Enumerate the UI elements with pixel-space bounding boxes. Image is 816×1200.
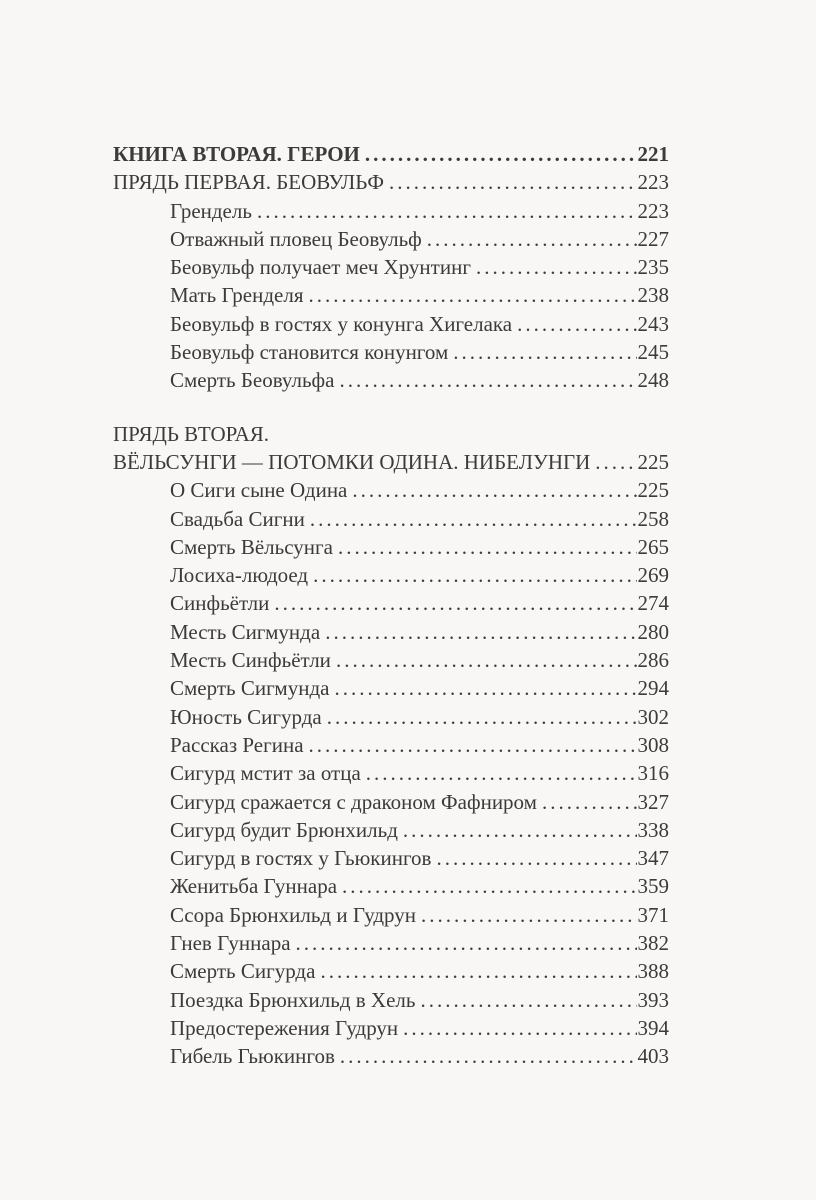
toc-entry-page: 243 (637, 311, 669, 336)
dot-leader (352, 476, 636, 504)
dot-leader (327, 703, 637, 731)
table-of-contents (113, 140, 669, 1071)
toc-entry-title: Грендель (170, 198, 252, 223)
dot-leader (339, 366, 636, 394)
dot-leader (338, 533, 637, 561)
toc-entry-title: Смерть Беовульфа (170, 368, 335, 393)
toc-entry-title: Месть Сигмунда (170, 619, 321, 644)
toc-row (113, 140, 669, 168)
dot-leader (296, 929, 637, 957)
dot-leader (325, 618, 636, 646)
toc-entry-page: 223 (637, 170, 669, 195)
toc-entry-title: Смерть Сигмунда (170, 676, 330, 701)
toc-row (113, 816, 669, 844)
toc-row (113, 646, 669, 674)
toc-entry-title: Беовульф становится конунгом (170, 340, 449, 365)
toc-entry-title: Женитьба Гуннара (170, 874, 338, 899)
toc-entry-title: Месть Синфьётли (170, 648, 331, 673)
toc-entry-title: Свадьба Сигни (170, 506, 305, 531)
toc-entry-title: КНИГА ВТОРАЯ. ГЕРОИ (113, 142, 360, 166)
toc-row (113, 957, 669, 985)
toc-row (113, 366, 669, 394)
dot-leader (453, 338, 636, 366)
dot-leader (334, 674, 636, 702)
toc-entry-page: 388 (637, 959, 669, 984)
dot-leader (308, 281, 636, 309)
toc-row (113, 618, 669, 646)
toc-entry-page: 327 (637, 789, 669, 814)
dot-leader (365, 140, 637, 168)
toc-entry-page: 227 (637, 226, 669, 251)
toc-row (113, 703, 669, 731)
toc-row (113, 674, 669, 702)
toc-row (113, 788, 669, 816)
toc-row (113, 901, 669, 929)
toc-entry-page: 223 (637, 198, 669, 223)
toc-row (113, 929, 669, 957)
dot-leader (340, 1042, 637, 1070)
toc-entry-title: Рассказ Регина (170, 732, 304, 757)
toc-entry-page: 248 (637, 368, 669, 393)
toc-entry-title: Смерть Сигурда (170, 959, 316, 984)
toc-row (113, 589, 669, 617)
toc-row (113, 197, 669, 225)
toc-entry-title: Отважный пловец Беовульф (170, 226, 422, 251)
toc-entry-page: 280 (637, 619, 669, 644)
dot-leader (420, 986, 636, 1014)
toc-row (113, 731, 669, 759)
dot-leader (421, 901, 636, 929)
toc-entry-title: Ссора Брюнхильд и Гудрун (170, 902, 417, 927)
dot-leader (595, 448, 636, 476)
toc-entry-title: ВЁЛЬСУНГИ — ПОТОМКИ ОДИНА. НИБЕЛУНГИ (113, 449, 591, 474)
toc-row (113, 505, 669, 533)
toc-entry-page: 265 (637, 534, 669, 559)
toc-entry-title: ПРЯДЬ ВТОРАЯ. (113, 421, 270, 446)
toc-entry-page: 316 (637, 761, 669, 786)
toc-row (113, 476, 669, 504)
toc-entry-page: 338 (637, 817, 669, 842)
toc-entry-page: 393 (637, 987, 669, 1012)
toc-entry-page: 258 (637, 506, 669, 531)
toc-row (113, 561, 669, 589)
toc-entry-page: 274 (637, 591, 669, 616)
toc-entry-title: Гнев Гуннара (170, 931, 291, 956)
dot-leader (342, 872, 636, 900)
toc-entry-page: 382 (637, 931, 669, 956)
toc-row (113, 448, 669, 476)
toc-entry-title: Предостережения Гудрун (170, 1015, 399, 1040)
toc-row (113, 281, 669, 309)
dot-leader (310, 505, 637, 533)
toc-entry-page: 235 (637, 255, 669, 280)
toc-entry-title: ПРЯДЬ ПЕРВАЯ. БЕОВУЛЬФ (113, 170, 384, 195)
toc-entry-title: Смерть Вёльсунга (170, 534, 333, 559)
toc-entry-page: 245 (637, 340, 669, 365)
dot-leader (257, 197, 637, 225)
toc-row (113, 338, 669, 366)
toc-entry-title: О Сиги сыне Одина (170, 478, 348, 503)
toc-entry-title: Поездка Брюнхильд в Хель (170, 987, 416, 1012)
toc-row (113, 759, 669, 787)
toc-entry-title: Сигурд сражается с драконом Фафниром (170, 789, 537, 814)
toc-entry-page: 308 (637, 732, 669, 757)
toc-entry-page: 394 (637, 1015, 669, 1040)
toc-entry-page: 302 (637, 704, 669, 729)
toc-row (113, 872, 669, 900)
toc-row (113, 533, 669, 561)
toc-entry-page: 371 (637, 902, 669, 927)
toc-row (113, 310, 669, 338)
toc-row (113, 420, 669, 448)
toc-entry-title: Мать Гренделя (170, 283, 304, 308)
toc-row (113, 1042, 669, 1070)
toc-entry-title: Сигурд будит Брюнхильд (170, 817, 398, 842)
toc-entry-page: 403 (637, 1044, 669, 1069)
dot-leader (427, 225, 637, 253)
toc-entry-title: Беовульф получает меч Хрунтинг (170, 255, 471, 280)
dot-leader (476, 253, 637, 281)
dot-leader (403, 1014, 636, 1042)
toc-entry-page: 238 (637, 283, 669, 308)
toc-row (113, 253, 669, 281)
toc-entry-page: 221 (637, 142, 669, 166)
dot-leader (389, 168, 637, 196)
toc-entry-title: Сигурд в гостях у Гьюкингов (170, 846, 432, 871)
dot-leader (313, 561, 636, 589)
dot-leader (403, 816, 637, 844)
toc-row (113, 225, 669, 253)
toc-entry-page: 359 (637, 874, 669, 899)
dot-leader (366, 759, 637, 787)
toc-row (113, 844, 669, 872)
dot-leader (517, 310, 636, 338)
toc-entry-title: Сигурд мстит за отца (170, 761, 361, 786)
dot-leader (309, 731, 637, 759)
toc-entry-page: 225 (637, 478, 669, 503)
toc-entry-page: 294 (637, 676, 669, 701)
dot-leader (336, 646, 637, 674)
toc-entry-page: 269 (637, 563, 669, 588)
toc-entry-title: Беовульф в гостях у конунга Хигелака (170, 311, 513, 336)
dot-leader (542, 788, 637, 816)
dot-leader (274, 589, 636, 617)
toc-entry-page: 225 (637, 449, 669, 474)
dot-leader (320, 957, 636, 985)
toc-row (113, 168, 669, 196)
toc-row (113, 986, 669, 1014)
toc-entry-title: Гибель Гьюкингов (170, 1044, 335, 1069)
dot-leader (436, 844, 636, 872)
toc-entry-page: 347 (637, 846, 669, 871)
toc-entry-title: Юность Сигурда (170, 704, 322, 729)
toc-entry-page: 286 (637, 648, 669, 673)
toc-entry-title: Лосиха-людоед (170, 563, 309, 588)
toc-entry-title: Синфьётли (170, 591, 270, 616)
toc-row (113, 1014, 669, 1042)
